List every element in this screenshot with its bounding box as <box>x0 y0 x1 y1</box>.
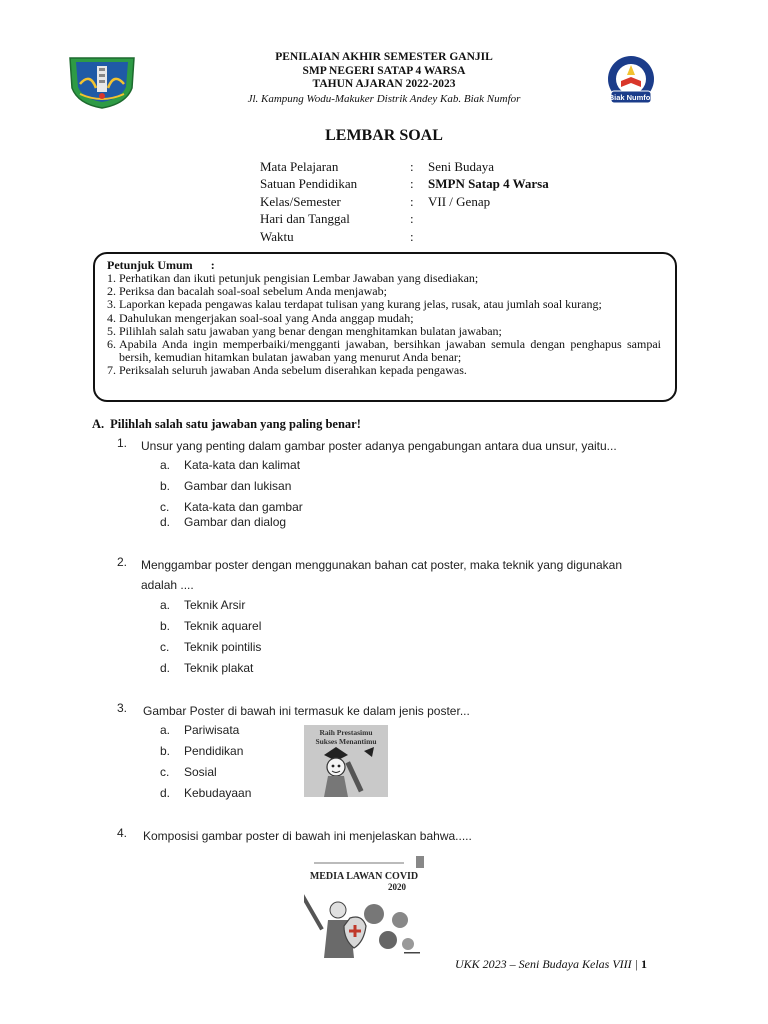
poster-4-line2: 2020 <box>388 882 406 892</box>
instructions-colon: : <box>210 258 215 272</box>
info-row-time <box>260 228 549 246</box>
section-title: Pilihlah salah satu jawaban yang paling benar! <box>110 417 361 431</box>
header-school-name: SMP NEGERI SATAP 4 WARSA <box>302 64 466 77</box>
info-label: Hari dan Tanggal <box>260 211 350 227</box>
covid-poster-image <box>304 856 424 958</box>
option-letter: b. <box>160 619 171 633</box>
option-2a[interactable] <box>160 598 245 612</box>
option-1b[interactable] <box>160 479 291 493</box>
option-2c[interactable] <box>160 640 261 654</box>
question-number: 1. <box>117 436 128 450</box>
option-text: Gambar dan dialog <box>184 515 287 529</box>
info-row-subject <box>260 158 549 176</box>
info-label: Mata Pelajaran <box>260 158 339 174</box>
info-value: VII / Genap <box>428 193 491 209</box>
option-text: Pariwisata <box>184 723 240 737</box>
option-text: Kebudayaan <box>184 786 252 800</box>
info-value: Seni Budaya <box>428 158 495 174</box>
info-colon: : <box>410 211 414 227</box>
info-row-school <box>260 176 549 194</box>
section-heading <box>92 417 361 432</box>
info-colon: : <box>410 193 414 209</box>
option-text: Teknik Arsir <box>184 598 246 612</box>
option-letter: c. <box>160 640 170 654</box>
footer-text: UKK 2023 – Seni Budaya Kelas VIII | <box>455 957 641 971</box>
instruction-item: 3. Laporkan kepada pengawas kalau terdapat tulisan yang kurang jelas, rusak, atau jumlah soal kurang; <box>107 298 661 311</box>
poster-4-line1: MEDIA LAWAN COVID <box>309 871 419 882</box>
option-3b[interactable] <box>160 744 243 758</box>
page-title: LEMBAR SOAL <box>325 127 443 144</box>
page-footer <box>455 957 647 972</box>
option-letter: b. <box>160 479 171 493</box>
instruction-text: Perhatikan dan ikuti petunjuk pengisian Lembar Jawaban yang disediakan; <box>119 271 479 285</box>
option-text: Kata-kata dan gambar <box>184 500 303 514</box>
instruction-text: Laporkan kepada pengawas kalau terdapat tulisan yang kurang jelas, rusak, atau jumlah soal kurang; <box>119 297 602 312</box>
document-header <box>150 51 618 106</box>
option-letter: c. <box>160 765 170 779</box>
instructions-list <box>107 272 661 378</box>
info-colon: : <box>410 158 414 174</box>
question-text: Gambar Poster di bawah ini termasuk ke dalam jenis poster... <box>143 704 470 718</box>
instruction-item: 5. Pilihlah salah satu jawaban yang benar dengan menghitamkan bulatan jawaban; <box>107 325 661 338</box>
info-label: Waktu <box>260 228 294 244</box>
option-letter: d. <box>160 786 171 800</box>
education-poster-image <box>304 725 388 797</box>
option-1a[interactable] <box>160 458 300 472</box>
option-2b[interactable] <box>160 619 261 633</box>
option-text: Sosial <box>184 765 217 779</box>
badge-caption: Biak Numfor <box>608 93 654 102</box>
info-colon: : <box>410 176 414 192</box>
regency-emblem-logo <box>66 54 138 110</box>
instruction-item: 2. Periksa dan bacalah soal-soal sebelum Anda menjawab; <box>107 285 661 298</box>
question-number: 4. <box>117 826 128 840</box>
option-3a[interactable] <box>160 723 239 737</box>
option-1d[interactable] <box>160 515 286 529</box>
info-row-date <box>260 211 549 229</box>
header-address: Jl. Kampung Wodu-Makuker Distrik Andey Kab. Biak Numfor <box>247 92 521 105</box>
info-value: SMPN Satap 4 Warsa <box>428 176 549 192</box>
header-exam-name: PENILAIAN AKHIR SEMESTER GANJIL <box>275 51 493 63</box>
question-text: Unsur yang penting dalam gambar poster adanya pengabungan antara dua unsur, yaitu... <box>141 439 617 453</box>
option-text: Gambar dan lukisan <box>184 479 292 493</box>
instruction-text: Pilihlah salah satu jawaban yang benar dengan menghitamkan bulatan jawaban; <box>119 323 502 338</box>
instruction-text: Apabila Anda ingin memperbaiki/mengganti jawaban, bersihkan jawaban semula dengan penghapus sampai bersih, kemudian hitamkan bulatan jawaban yang menurut Anda benar; <box>119 337 661 365</box>
general-instructions-box <box>93 252 677 402</box>
question-number: 2. <box>117 555 128 569</box>
option-text: Teknik pointilis <box>184 640 262 654</box>
option-3d[interactable] <box>160 786 251 800</box>
info-label: Kelas/Semester <box>260 193 341 209</box>
instructions-heading <box>107 258 661 272</box>
option-letter: a. <box>160 598 171 612</box>
instruction-item: 4. Dahulukan mengerjakan soal-soal yang Anda anggap mudah; <box>107 312 661 325</box>
option-1c[interactable] <box>160 500 303 514</box>
option-letter: c. <box>160 500 170 514</box>
option-2d[interactable] <box>160 661 253 675</box>
option-text: Teknik plakat <box>184 661 254 675</box>
question-text: Komposisi gambar poster di bawah ini menjelaskan bahwa..... <box>143 829 472 843</box>
poster-3-line1: Raih Prestasimu <box>319 728 373 737</box>
option-letter: d. <box>160 661 171 675</box>
exam-info-table <box>260 158 549 246</box>
instructions-title: Petunjuk Umum <box>107 258 193 272</box>
info-row-class <box>260 193 549 211</box>
instruction-item: 7. Periksalah seluruh jawaban Anda sebelum diserahkan kepada pengawas. <box>107 364 661 377</box>
instruction-item: 1. Perhatikan dan ikuti petunjuk pengisian Lembar Jawaban yang disediakan; <box>107 272 661 285</box>
instruction-text: Periksa dan bacalah soal-soal sebelum Anda menjawab; <box>119 284 387 299</box>
header-academic-year: TAHUN AJARAN 2022-2023 <box>312 78 456 90</box>
question-number: 3. <box>117 701 128 715</box>
option-text: Kata-kata dan kalimat <box>184 458 301 472</box>
option-3c[interactable] <box>160 765 217 779</box>
info-label: Satuan Pendidikan <box>260 176 358 192</box>
page-number: 1 <box>640 957 647 971</box>
option-letter: b. <box>160 744 171 758</box>
option-letter: a. <box>160 458 171 472</box>
section-letter: A. <box>92 417 105 431</box>
question-text: Menggambar poster dengan menggunakan bahan cat poster, maka teknik yang digunakan adalah .... <box>141 558 622 592</box>
option-letter: a. <box>160 723 171 737</box>
option-text: Pendidikan <box>184 744 244 758</box>
info-colon: : <box>410 228 414 244</box>
poster-3-line2: Sukses Menantimu <box>315 737 377 746</box>
instruction-item: 6. Apabila Anda ingin memperbaiki/mengganti jawaban, bersihkan jawaban semula dengan penghapus sampai bersih, kemudian hitamkan bulatan jawaban yang menurut Anda benar; <box>107 337 661 365</box>
option-text: Teknik aquarel <box>184 619 262 633</box>
instruction-text: Periksalah seluruh jawaban Anda sebelum diserahkan kepada pengawas. <box>119 363 467 378</box>
option-letter: d. <box>160 515 171 529</box>
instruction-text: Dahulukan mengerjakan soal-soal yang Anda anggap mudah; <box>119 310 414 325</box>
